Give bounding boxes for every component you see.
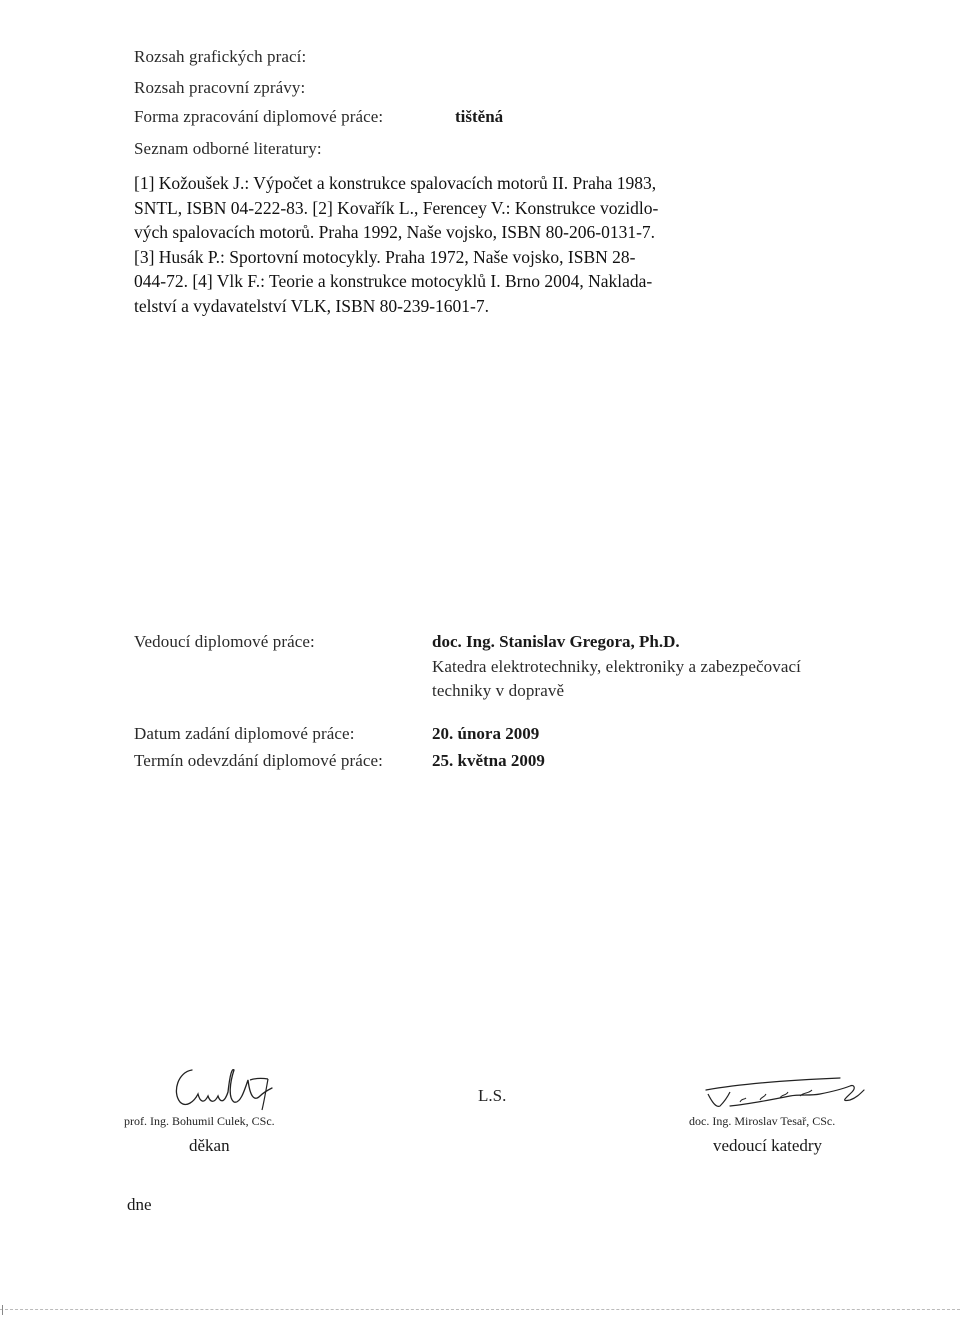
supervisor-label: Vedoucí diplomové práce: (134, 632, 315, 651)
literature-list (134, 171, 842, 318)
literature-line: telství a vydavatelství VLK, ISBN 80-239-1601-7. (134, 295, 489, 316)
supervisor-department-line1: Katedra elektrotechniky, elektroniky a zabezpečovací (432, 657, 801, 676)
deadline-date-value: 25. května 2009 (432, 751, 545, 770)
head-role: vedoucí katedry (713, 1136, 823, 1155)
literature-line: [1] Kožoušek J.: Výpočet a konstrukce spalovacích motorů II. Praha 1983, (134, 173, 657, 193)
dean-signature (168, 1062, 286, 1112)
supervisor-name: doc. Ing. Stanislav Gregora, Ph.D. (432, 632, 680, 651)
head-signature (700, 1072, 880, 1114)
head-name: doc. Ing. Miroslav Tesař, CSc. (689, 1114, 836, 1128)
literature-line: 044-72. [4] Vlk F.: Teorie a konstrukce motocyklů I. Brno 2004, Naklada- (134, 271, 653, 291)
literature-line: SNTL, ISBN 04-222-83. [2] Kovařík L., Ferencey V.: Konstrukce vozidlo- (134, 197, 659, 218)
form-label: Forma zpracování diplomové práce: (134, 107, 384, 126)
form-value: tištěná (455, 107, 504, 126)
dean-name: prof. Ing. Bohumil Culek, CSc. (124, 1114, 275, 1128)
literature-line: [3] Husák P.: Sportovní motocykly. Praha 1972, Naše vojsko, ISBN 28- (134, 246, 636, 267)
report-scope-label: Rozsah pracovní zprávy: (134, 78, 306, 97)
supervisor-department-line2: techniky v dopravě (432, 681, 565, 700)
date-field-label: dne (127, 1195, 152, 1214)
dean-role: děkan (189, 1136, 230, 1155)
scan-corner-mark (2, 1305, 3, 1315)
assigned-date-label: Datum zadání diplomové práce: (134, 724, 355, 743)
scan-edge-line (0, 1309, 960, 1311)
literature-line: vých spalovacích motorů. Praha 1992, Naše vojsko, ISBN 80-206-0131-7. (134, 222, 656, 242)
assigned-date-value: 20. února 2009 (432, 724, 540, 743)
literature-label: Seznam odborné literatury: (134, 139, 322, 158)
graphic-scope-label: Rozsah grafických prací: (134, 47, 307, 66)
seal-placeholder: L.S. (478, 1086, 507, 1105)
deadline-date-label: Termín odevzdání diplomové práce: (134, 751, 383, 770)
